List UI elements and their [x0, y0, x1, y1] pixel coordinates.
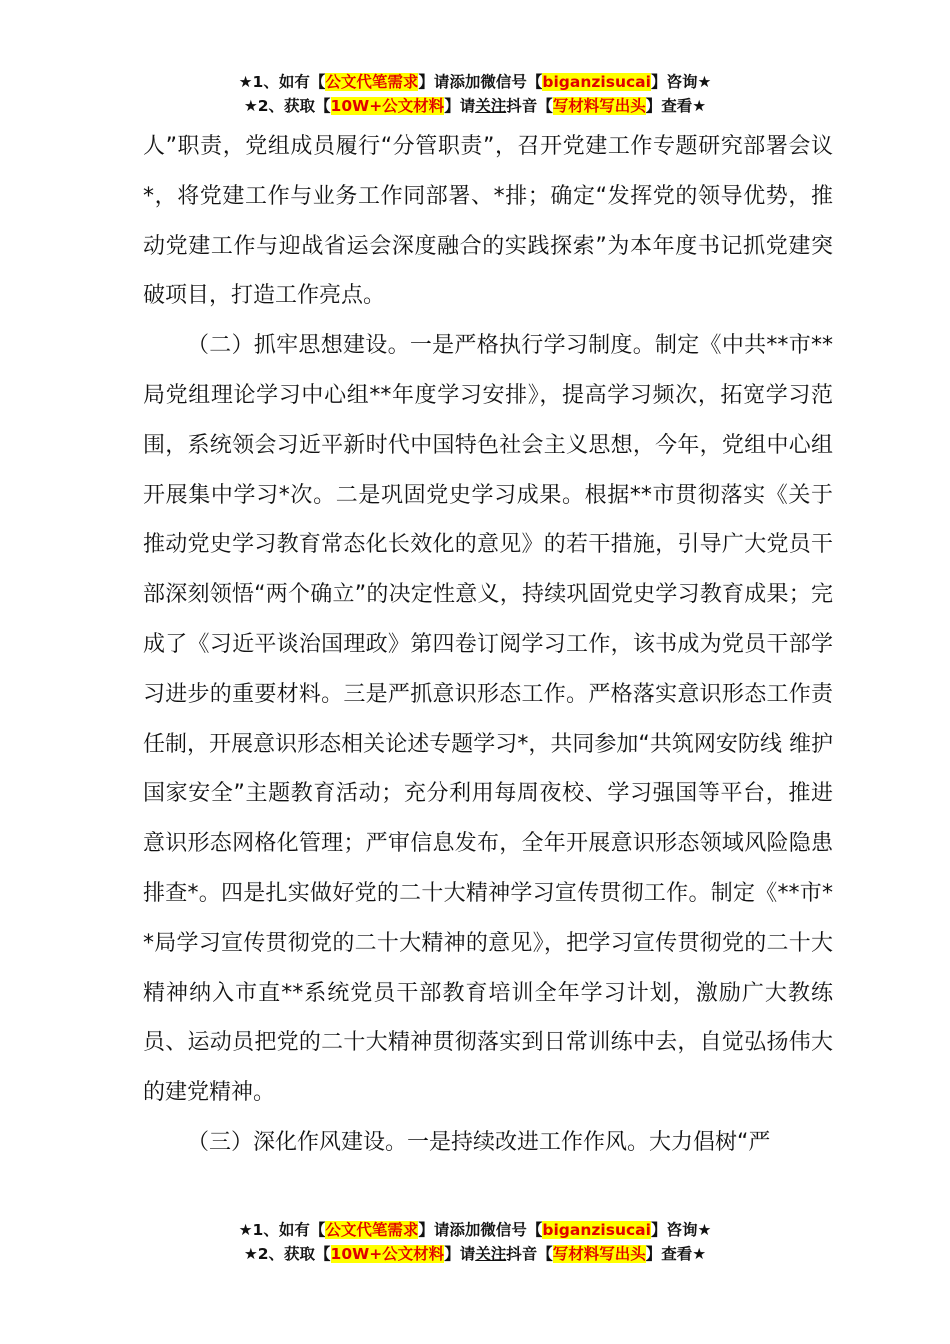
banner-line-2	[0, 94, 950, 118]
paragraph-continuation: 人”职责，党组成员履行“分管职责”，召开党建工作专题研究部署会议*，将党建工作与业务工作同部署、*排；确定“发挥党的领导优势，推动党建工作与迎战省运会深度融合的实践探索”为本年度书记抓党建突破项目，打造工作亮点。	[143, 134, 833, 309]
highlight-wechat-id: biganzisucai	[542, 1221, 651, 1239]
banner-bold-word: 添加	[449, 73, 481, 91]
banner-text: 】请	[418, 1221, 450, 1239]
banner-text: 】查看★	[645, 1245, 707, 1263]
banner-text: ★1、如有【	[238, 1221, 326, 1239]
highlight-writing-service: 公文代笔需求	[325, 73, 419, 91]
banner-text: 】请	[444, 97, 476, 115]
banner-text: ★2、获取【	[243, 97, 331, 115]
bottom-banner	[0, 1218, 950, 1266]
banner-text: 抖音【	[506, 1245, 553, 1263]
banner-text: 微信号【	[480, 1221, 543, 1239]
banner-underline-word: 关注	[475, 97, 507, 115]
top-banner	[0, 70, 950, 118]
banner-underline-word: 关注	[475, 1245, 507, 1263]
banner-text: ★1、如有【	[238, 73, 326, 91]
banner-text: 抖音【	[506, 97, 553, 115]
highlight-writing-service: 公文代笔需求	[325, 1221, 419, 1239]
banner-text: 】咨询★	[650, 1221, 712, 1239]
banner-text: 】咨询★	[650, 73, 712, 91]
highlight-douyin-account: 写材料写出头	[552, 1245, 646, 1263]
banner-line-1	[0, 70, 950, 94]
banner-text: 微信号【	[480, 73, 543, 91]
banner-bold-word: 添加	[449, 1221, 481, 1239]
paragraph-work-style: （三）深化作风建设。一是持续改进工作作风。大力倡树“严	[187, 1129, 771, 1155]
banner-text: 】查看★	[645, 97, 707, 115]
highlight-materials: 10W+公文材料	[330, 1245, 445, 1263]
banner-line-1	[0, 1218, 950, 1242]
document-body	[143, 122, 833, 1168]
paragraph-ideological-building: （二）抓牢思想建设。一是严格执行学习制度。制定《中共**市**局党组理论学习中心组**年度学习安排》，提高学习频次，拓宽学习范围，系统领会习近平新时代中国特色社会主义思想，今年，党组中心组开展集中学习*次。二是巩固党史学习成果。根据**市贯彻落实《关于推动党史学习教育常态化长效化的意见》的若干措施，引导广大党员干部深刻领悟“两个确立”的决定性意义，持续巩固党史学习教育成果；完成了《习近平谈治国理政》第四卷订阅学习工作，该书成为党员干部学习进步的重要材料。三是严抓意识形态工作。严格落实意识形态工作责任制，开展意识形态相关论述专题学习*，共同参加“共筑网安防线 维护国家安全”主题教育活动；充分利用每周夜校、学习强国等平台，推进意识形态网格化管理；严审信息发布，全年开展意识形态领域风险隐患排查*。四是扎实做好党的二十大精神学习宣传贯彻工作。制定《**市**局学习宣传贯彻党的二十大精神的意见》，把学习宣传贯彻党的二十大精神纳入市直**系统党员干部教育培训全年学习计划，激励广大教练员、运动员把党的二十大精神贯彻落实到日常训练中去，自觉弘扬伟大的建党精神。	[143, 333, 833, 1106]
banner-text: ★2、获取【	[243, 1245, 331, 1263]
highlight-materials: 10W+公文材料	[330, 97, 445, 115]
banner-line-2	[0, 1242, 950, 1266]
banner-text: 】请	[418, 73, 450, 91]
highlight-douyin-account: 写材料写出头	[552, 97, 646, 115]
banner-text: 】请	[444, 1245, 476, 1263]
highlight-wechat-id: biganzisucai	[542, 73, 651, 91]
